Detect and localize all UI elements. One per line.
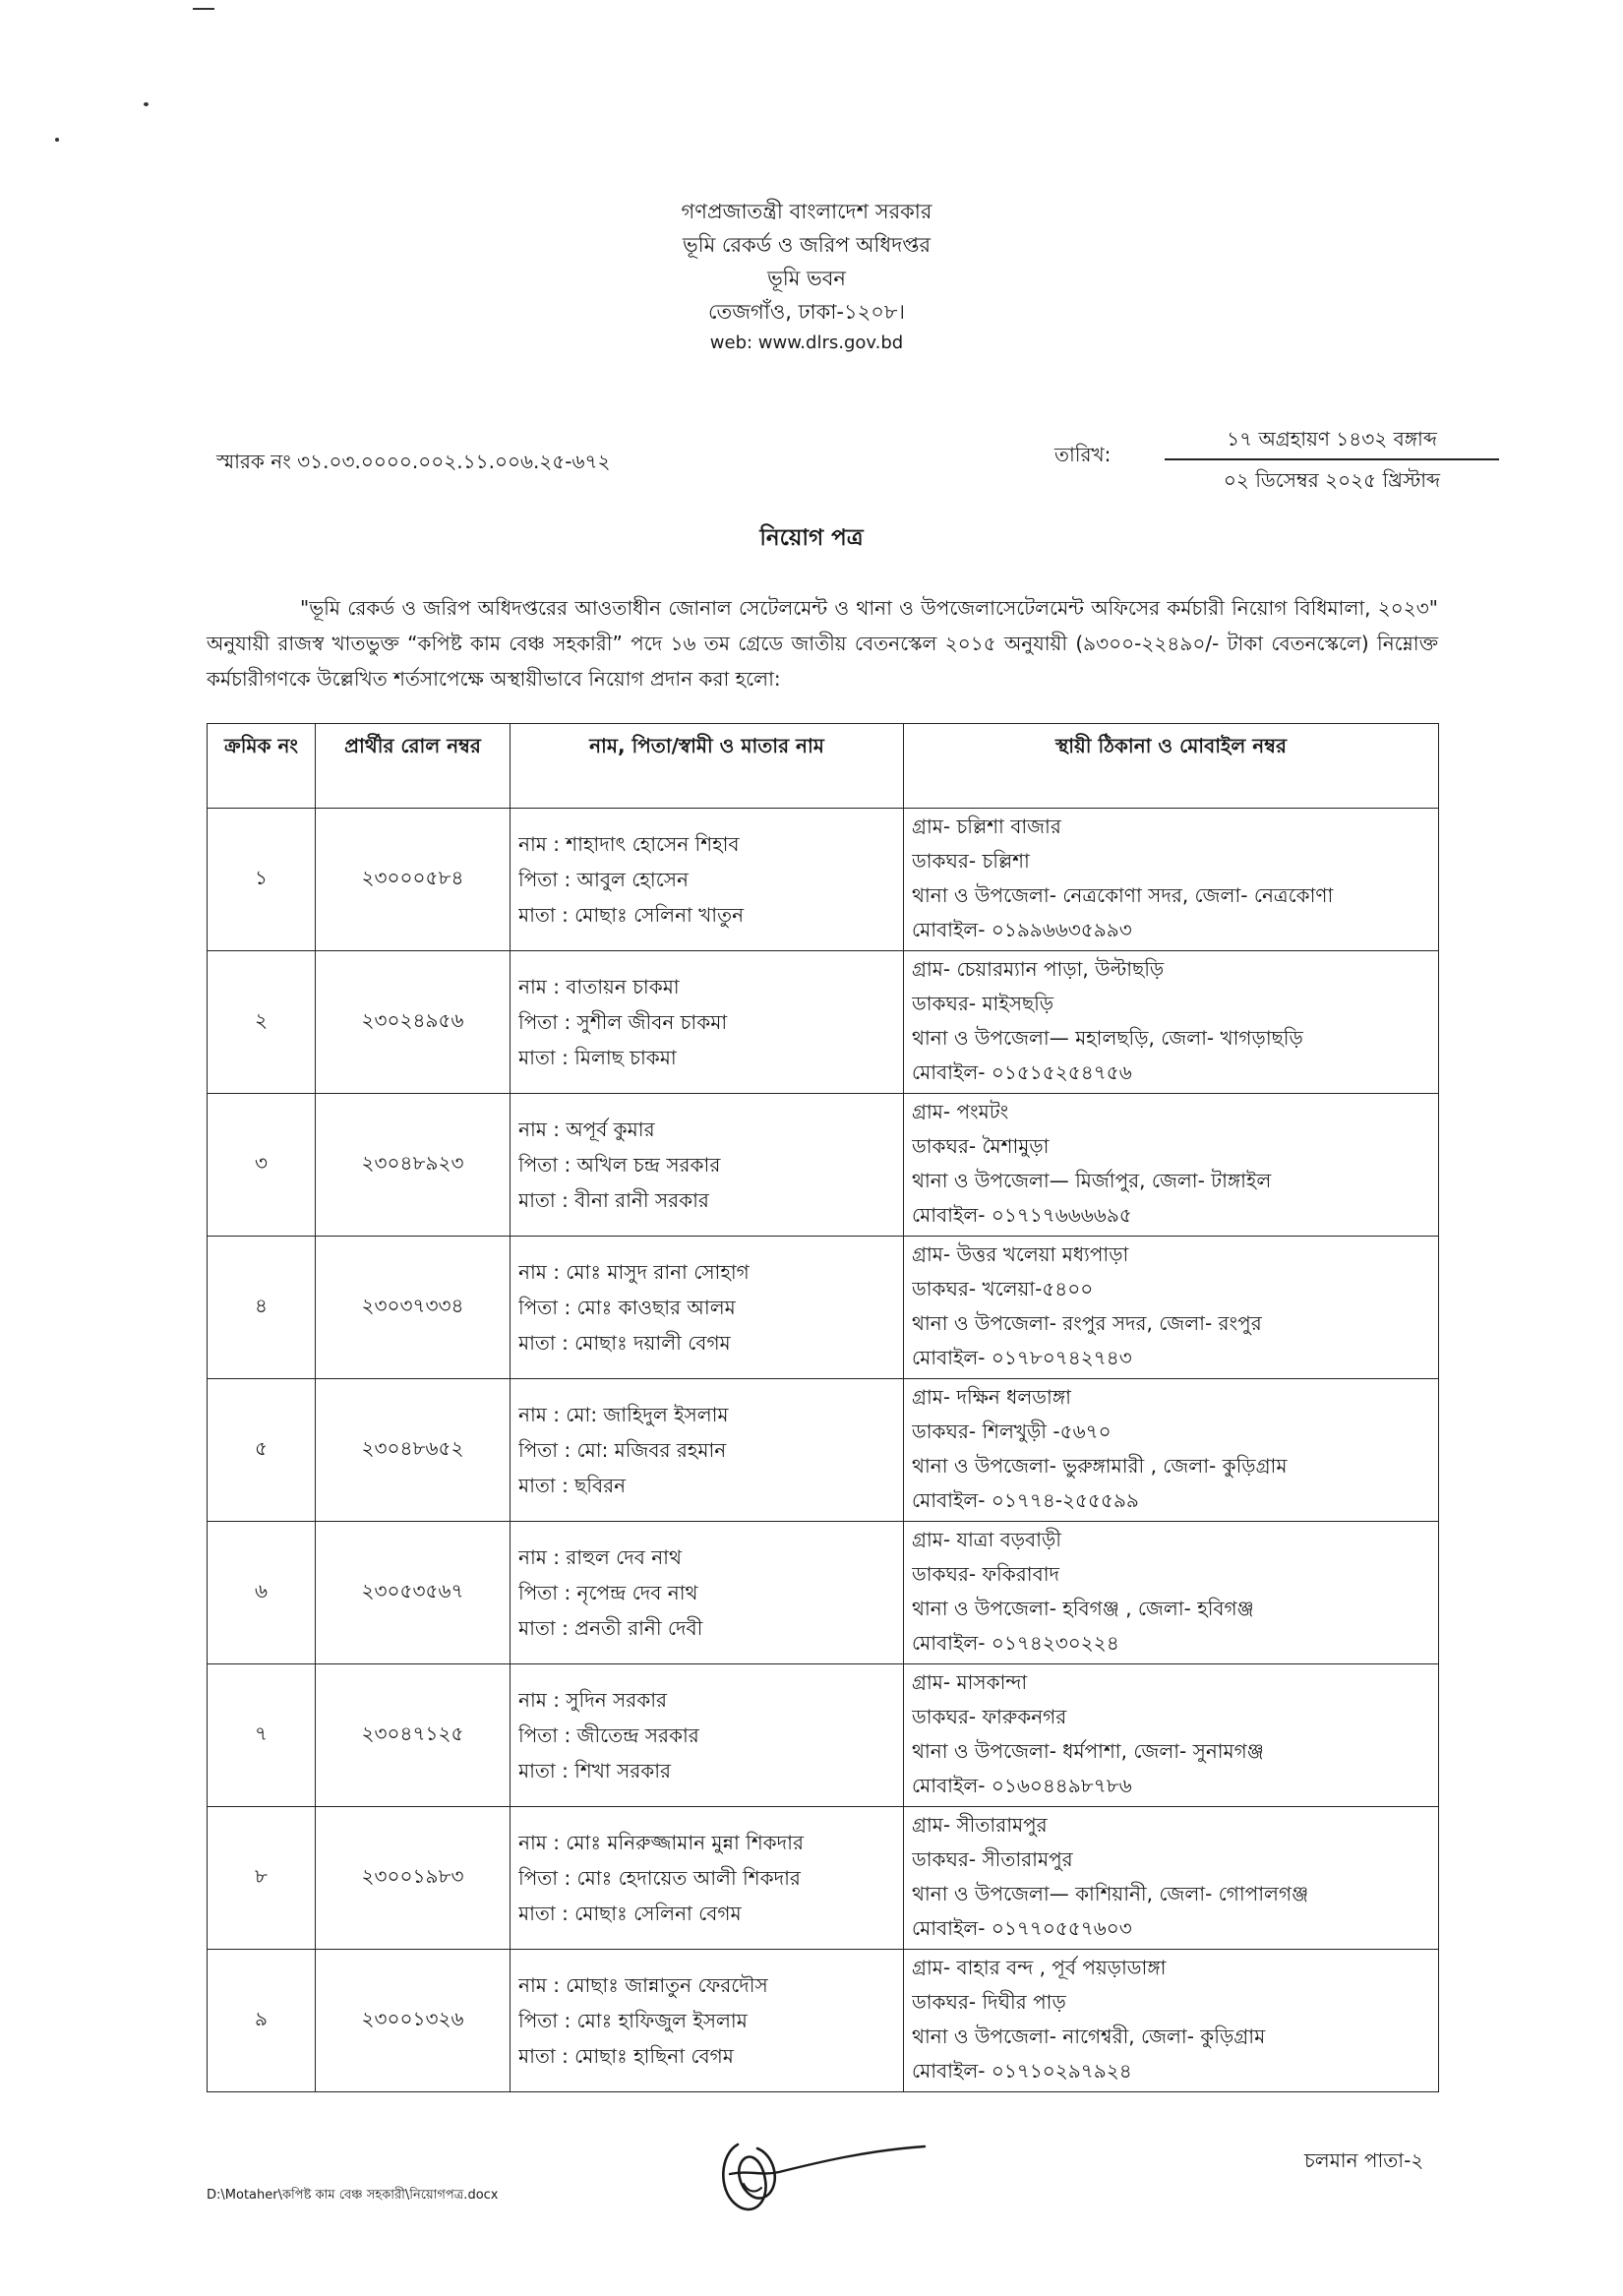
address-cell — [904, 1950, 1439, 2092]
candidate-name: নাম : মো: জাহিদুল ইসলাম — [518, 1403, 729, 1426]
date-bangla: ১৭ অগ্রহায়ণ ১৪৩২ বঙ্গাব্দ — [1165, 421, 1499, 460]
date-values — [1165, 421, 1499, 498]
thana-district: থানা ও উপজেলা- ভুরুঙ্গামারী , জেলা- কুড়িগ্রাম — [912, 1454, 1288, 1478]
header-roll: প্রার্থীর রোল নম্বর — [316, 724, 511, 809]
serial-cell: ৪ — [208, 1237, 316, 1379]
village: গ্রাম- বাহার বন্দ , পূর্ব পয়ড়াডাঙ্গা — [912, 1956, 1167, 1979]
father-name: পিতা : মো: মজিবর রহমান — [518, 1438, 727, 1462]
mobile-number: মোবাইল- ০১৭১৭৬৬৬৬৯৫ — [912, 1203, 1132, 1227]
father-name: পিতা : মোঃ হাফিজুল ইসলাম — [518, 2009, 748, 2032]
name-cell — [511, 1237, 904, 1379]
candidate-name: নাম : শাহাদাৎ হোসেন শিহাব — [518, 832, 740, 856]
father-name: পিতা : অখিল চন্দ্র সরকার — [518, 1153, 721, 1177]
table-row — [208, 1664, 1439, 1807]
roll-cell: ২৩০০০৫৮৪ — [316, 809, 511, 951]
father-name: পিতা : আবুল হোসেন — [518, 868, 689, 891]
table-row — [208, 951, 1439, 1094]
scan-speck — [193, 8, 214, 10]
name-cell — [511, 951, 904, 1094]
table-row — [208, 1237, 1439, 1379]
serial-cell: ৫ — [208, 1379, 316, 1522]
date-label: তারিখ: — [1054, 443, 1112, 466]
serial-cell: ৭ — [208, 1664, 316, 1807]
signature — [700, 2115, 936, 2237]
serial-cell: ৬ — [208, 1522, 316, 1664]
header-serial: ক্রমিক নং — [208, 724, 316, 809]
address-cell — [904, 1522, 1439, 1664]
name-cell — [511, 1522, 904, 1664]
serial-cell: ৯ — [208, 1950, 316, 2092]
office-address: তেজগাঁও, ঢাকা-১২০৮। — [707, 300, 906, 324]
website: web: www.dlrs.gov.bd — [709, 332, 904, 353]
thana-district: থানা ও উপজেলা- নেত্রকোণা সদর, জেলা- নেত্রকোণা — [912, 883, 1334, 907]
roll-cell: ২৩০০১৩২৬ — [316, 1950, 511, 2092]
name-cell — [511, 1807, 904, 1950]
intro-paragraph: "ভূমি রেকর্ড ও জরিপ অধিদপ্তরের আওতাধীন জোনাল সেটেলমেন্ট ও থানা ও উপজেলাসেটেলমেন্ট অফিসের কর্মচারী নিয়োগ বিধিমালা, ২০২৩" অনুযায়ী রাজস্ব খাতভুক্ত “কপিষ্ট কাম বেঞ্চ সহকারী” পদে ১৬ তম গ্রেডে জাতীয় বেতনস্কেল ২০১৫ অনুযায়ী (৯৩০০-২২৪৯০/- টাকা বেতনস্কেলে) নিম্নোক্ত কর্মচারীগণকে উল্লেখিত শর্তসাপেক্ষে অস্থায়ীভাবে নিয়োগ প্রদান করা হলো: — [207, 596, 1438, 691]
candidate-name: নাম : বাতায়ন চাকমা — [518, 975, 680, 998]
name-cell — [511, 1664, 904, 1807]
table-row — [208, 1379, 1439, 1522]
father-name: পিতা : সুশীল জীবন চাকমা — [518, 1010, 728, 1034]
mobile-number: মোবাইল- ০১৭৪২৩০২২৪ — [912, 1631, 1119, 1655]
table-row — [208, 1094, 1439, 1237]
mother-name: মাতা : শিখা সরকার — [518, 1759, 672, 1782]
table-row — [208, 1950, 1439, 2092]
roll-cell: ২৩০৪৭১২৫ — [316, 1664, 511, 1807]
address-cell — [904, 1094, 1439, 1237]
address-cell — [904, 809, 1439, 951]
department-name: ভূমি রেকর্ড ও জরিপ অধিদপ্তর — [682, 233, 932, 257]
serial-cell: ১ — [208, 809, 316, 951]
post-office: ডাকঘর- শিলখুড়ী -৫৬৭০ — [912, 1420, 1112, 1443]
post-office: ডাকঘর- ফকিরাবাদ — [912, 1562, 1060, 1586]
name-cell — [511, 1950, 904, 2092]
post-office: ডাকঘর- মৈশামুড়া — [912, 1134, 1050, 1158]
thana-district: থানা ও উপজেলা- রংপুর সদর, জেলা- রংপুর — [912, 1311, 1262, 1335]
post-office: ডাকঘর- চল্লিশা — [912, 849, 1030, 873]
mother-name: মাতা : মোছাঃ দয়ালী বেগম — [518, 1331, 731, 1355]
file-path: D:\Motaher\কপিষ্ট কাম বেঞ্চ সহকারী\নিয়োগপত্র.docx — [207, 2188, 499, 2203]
thana-district: থানা ও উপজেলা- হবিগঞ্জ , জেলা- হবিগঞ্জ — [912, 1597, 1254, 1620]
post-office: ডাকঘর- দিঘীর পাড় — [912, 1990, 1066, 2014]
village: গ্রাম- পংমটং — [912, 1100, 1009, 1123]
candidate-name: নাম : সুদিন সরকার — [518, 1688, 668, 1712]
village: গ্রাম- সীতারামপুর — [912, 1813, 1048, 1837]
mother-name: মাতা : ছবিরন — [518, 1474, 627, 1497]
address-cell — [904, 1237, 1439, 1379]
mother-name: মাতা : মোছাঃ হাছিনা বেগম — [518, 2044, 734, 2068]
candidate-name: নাম : মোঃ মাসুদ রানা সোহাগ — [518, 1260, 750, 1284]
govt-name: গণপ্রজাতন্ত্রী বাংলাদেশ সরকার — [681, 200, 932, 223]
mobile-number: মোবাইল- ০১৭৭৪-২৫৫৫৯৯ — [912, 1488, 1139, 1512]
header-name: নাম, পিতা/স্বামী ও মাতার নাম — [511, 724, 904, 809]
mother-name: মাতা : প্রনতী রানী দেবী — [518, 1616, 703, 1640]
document-title: নিয়োগ পত্র — [759, 525, 864, 551]
mother-name: মাতা : মোছাঃ সেলিনা বেগম — [518, 1902, 742, 1925]
address-cell — [904, 1664, 1439, 1807]
memo-number: স্মারক নং ৩১.০৩.০০০০.০০২.১১.০০৬.২৫-৬৭২ — [216, 450, 611, 473]
signature-scribble — [700, 2115, 936, 2233]
mobile-number: মোবাইল- ০১৬০৪৪৯৮৭৮৬ — [912, 1774, 1132, 1797]
roll-cell: ২৩০২৪৯৫৬ — [316, 951, 511, 1094]
address-cell — [904, 1379, 1439, 1522]
thana-district: থানা ও উপজেলা- ধর্মপাশা, জেলা- সুনামগঞ্জ — [912, 1739, 1264, 1763]
village: গ্রাম- উত্তর খলেয়া মধ্যপাড়া — [912, 1242, 1129, 1266]
candidate-name: নাম : মোছাঃ জান্নাতুন ফেরদৌস — [518, 1973, 768, 1997]
village: গ্রাম- চেয়ারম্যান পাড়া, উল্টাছড়ি — [912, 957, 1165, 981]
mother-name: মাতা : বীনা রানী সরকার — [518, 1188, 709, 1212]
mobile-number: মোবাইল- ০১৯৯৬৬৩৫৯৯৩ — [912, 918, 1132, 941]
father-name: পিতা : মোঃ কাওছার আলম — [518, 1296, 736, 1319]
village: গ্রাম- মাসকান্দা — [912, 1670, 1028, 1694]
serial-cell: ২ — [208, 951, 316, 1094]
mother-name: মাতা : মোছাঃ সেলিনা খাতুন — [518, 903, 745, 927]
table-header-row — [208, 724, 1439, 809]
father-name: পিতা : জীতেন্দ্র সরকার — [518, 1723, 699, 1747]
date-english: ০২ ডিসেম্বর ২০২৫ খ্রিস্টাব্দ — [1223, 468, 1441, 492]
table-row — [208, 1522, 1439, 1664]
mobile-number: মোবাইল- ০১৫১৫২৫৪৭৫৬ — [912, 1060, 1132, 1084]
thana-district: থানা ও উপজেলা— মহালছড়ি, জেলা- খাগড়াছড়ি — [912, 1026, 1303, 1050]
post-office: ডাকঘর- ফারুকনগর — [912, 1705, 1067, 1728]
name-cell — [511, 1094, 904, 1237]
post-office: ডাকঘর- সীতারামপুর — [912, 1847, 1073, 1871]
roll-cell: ২৩০০১৯৮৩ — [316, 1807, 511, 1950]
mother-name: মাতা : মিলাছ চাকমা — [518, 1046, 677, 1069]
table-row — [208, 1807, 1439, 1950]
roll-cell: ২৩০৫৩৫৬৭ — [316, 1522, 511, 1664]
scan-speck — [55, 138, 59, 142]
serial-cell: ৮ — [208, 1807, 316, 1950]
post-office: ডাকঘর- মাইসছড়ি — [912, 992, 1054, 1015]
mobile-number: মোবাইল- ০১৭১০২৯৭৯২৪ — [912, 2059, 1132, 2083]
building-name: ভূমি ভবন — [767, 267, 846, 290]
village: গ্রাম- চল্লিশা বাজার — [912, 815, 1061, 838]
name-cell — [511, 809, 904, 951]
thana-district: থানা ও উপজেলা— মির্জাপুর, জেলা- টাঙ্গাইল — [912, 1169, 1272, 1192]
address-cell — [904, 951, 1439, 1094]
roll-cell: ২৩০৩৭৩৩৪ — [316, 1237, 511, 1379]
father-name: পিতা : নৃপেন্দ্র দেব নাথ — [518, 1581, 698, 1604]
father-name: পিতা : মোঃ হেদায়েত আলী শিকদার — [518, 1866, 801, 1890]
thana-district: থানা ও উপজেলা— কাশিয়ানী, জেলা- গোপালগঞ্জ — [912, 1882, 1309, 1905]
village: গ্রাম- যাত্রা বড়বাড়ী — [912, 1528, 1061, 1551]
mobile-number: মোবাইল- ০১৭৮০৭৪২৭৪৩ — [912, 1346, 1132, 1369]
candidate-name: নাম : মোঃ মনিরুজ্জামান মুন্না শিকদার — [518, 1831, 804, 1854]
name-cell — [511, 1379, 904, 1522]
continued-page: চলমান পাতা-২ — [1304, 2148, 1424, 2172]
village: গ্রাম- দক্ষিন ধলডাঙ্গা — [912, 1385, 1071, 1409]
address-cell — [904, 1807, 1439, 1950]
office-header — [492, 195, 1121, 358]
candidate-name: নাম : রাহুল দেব নাথ — [518, 1545, 682, 1569]
thana-district: থানা ও উপজেলা- নাগেশ্বরী, জেলা- কুড়িগ্রাম — [912, 2024, 1266, 2048]
candidate-name: নাম : অপূর্ব কুমার — [518, 1118, 655, 1141]
mobile-number: মোবাইল- ০১৭৭০৫৫৭৬০৩ — [912, 1916, 1132, 1940]
serial-cell: ৩ — [208, 1094, 316, 1237]
post-office: ডাকঘর- খলেয়া-৫৪০০ — [912, 1277, 1094, 1300]
table-row — [208, 809, 1439, 951]
roll-cell: ২৩০৪৮৯২৩ — [316, 1094, 511, 1237]
header-address: স্থায়ী ঠিকানা ও মোবাইল নম্বর — [904, 724, 1439, 809]
roll-cell: ২৩০৪৮৬৫২ — [316, 1379, 511, 1522]
appointee-table — [207, 723, 1439, 2092]
scan-speck — [144, 102, 149, 106]
